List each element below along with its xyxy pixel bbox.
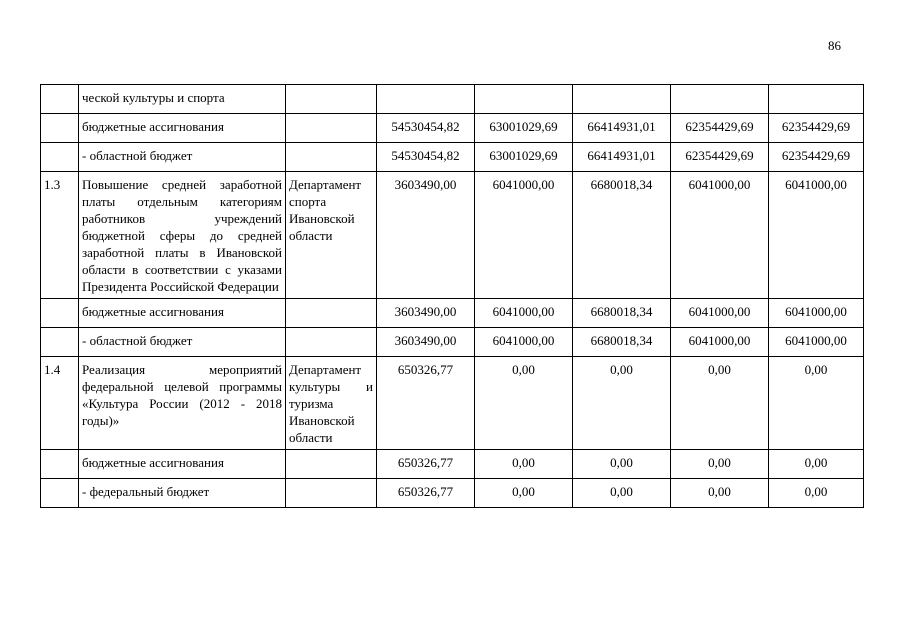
value-year-3: 0,00 [573, 450, 671, 479]
table-row [41, 357, 864, 450]
row-name: Повышение средней заработной платы отдельным категориям работников учреждений бюджетной сферы до средней заработной платы в Ивановской области в соответствии с указами Президента Российской Федерации [79, 172, 286, 299]
row-executor [286, 450, 377, 479]
value-year-3: 6680018,34 [573, 328, 671, 357]
row-executor [286, 299, 377, 328]
value-year-3: 66414931,01 [573, 114, 671, 143]
value-year-3: 6680018,34 [573, 172, 671, 299]
row-number [41, 114, 79, 143]
value-year-1 [377, 85, 475, 114]
value-year-1: 54530454,82 [377, 143, 475, 172]
value-year-3: 6680018,34 [573, 299, 671, 328]
page-number: 86 [828, 38, 841, 53]
value-year-5: 0,00 [769, 450, 864, 479]
value-year-3 [573, 85, 671, 114]
row-name: Реализация мероприятий федеральной целевой программы «Культура России (2012 - 2018 годы)» [79, 357, 286, 450]
value-year-1: 650326,77 [377, 450, 475, 479]
value-year-4: 62354429,69 [671, 143, 769, 172]
value-year-4: 6041000,00 [671, 299, 769, 328]
budget-table [40, 84, 864, 508]
row-name: бюджетные ассигнования [79, 299, 286, 328]
row-number [41, 479, 79, 508]
value-year-4: 6041000,00 [671, 172, 769, 299]
value-year-5: 0,00 [769, 479, 864, 508]
row-executor [286, 85, 377, 114]
value-year-4: 6041000,00 [671, 328, 769, 357]
value-year-2: 6041000,00 [475, 299, 573, 328]
value-year-5 [769, 85, 864, 114]
row-executor [286, 114, 377, 143]
value-year-4 [671, 85, 769, 114]
row-name: - областной бюджет [79, 143, 286, 172]
row-number [41, 85, 79, 114]
row-number [41, 450, 79, 479]
row-number [41, 299, 79, 328]
row-number [41, 143, 79, 172]
value-year-1: 3603490,00 [377, 172, 475, 299]
row-name: бюджетные ассигнования [79, 114, 286, 143]
value-year-5: 6041000,00 [769, 299, 864, 328]
value-year-4: 0,00 [671, 450, 769, 479]
value-year-1: 54530454,82 [377, 114, 475, 143]
value-year-1: 650326,77 [377, 479, 475, 508]
value-year-3: 0,00 [573, 479, 671, 508]
value-year-1: 650326,77 [377, 357, 475, 450]
value-year-3: 0,00 [573, 357, 671, 450]
value-year-2: 6041000,00 [475, 172, 573, 299]
value-year-2: 6041000,00 [475, 328, 573, 357]
row-executor [286, 328, 377, 357]
table-row [41, 328, 864, 357]
row-name: - областной бюджет [79, 328, 286, 357]
row-name: ческой культуры и спорта [79, 85, 286, 114]
table-row [41, 172, 864, 299]
row-name: бюджетные ассигнования [79, 450, 286, 479]
table-row [41, 143, 864, 172]
row-number: 1.4 [41, 357, 79, 450]
row-executor [286, 479, 377, 508]
row-executor: Департамент культуры и туризма Ивановской области [286, 357, 377, 450]
value-year-4: 0,00 [671, 357, 769, 450]
value-year-1: 3603490,00 [377, 299, 475, 328]
row-executor: Департамент спорта Ивановской области [286, 172, 377, 299]
value-year-2 [475, 85, 573, 114]
table-row [41, 450, 864, 479]
table-row [41, 299, 864, 328]
value-year-2: 0,00 [475, 357, 573, 450]
row-number [41, 328, 79, 357]
value-year-4: 0,00 [671, 479, 769, 508]
value-year-1: 3603490,00 [377, 328, 475, 357]
table-row [41, 479, 864, 508]
row-executor [286, 143, 377, 172]
value-year-2: 0,00 [475, 479, 573, 508]
value-year-5: 6041000,00 [769, 172, 864, 299]
row-number: 1.3 [41, 172, 79, 299]
table-row [41, 85, 864, 114]
value-year-5: 6041000,00 [769, 328, 864, 357]
table-row [41, 114, 864, 143]
value-year-5: 0,00 [769, 357, 864, 450]
value-year-2: 63001029,69 [475, 143, 573, 172]
value-year-5: 62354429,69 [769, 143, 864, 172]
value-year-2: 63001029,69 [475, 114, 573, 143]
value-year-3: 66414931,01 [573, 143, 671, 172]
value-year-2: 0,00 [475, 450, 573, 479]
row-name: - федеральный бюджет [79, 479, 286, 508]
value-year-4: 62354429,69 [671, 114, 769, 143]
value-year-5: 62354429,69 [769, 114, 864, 143]
